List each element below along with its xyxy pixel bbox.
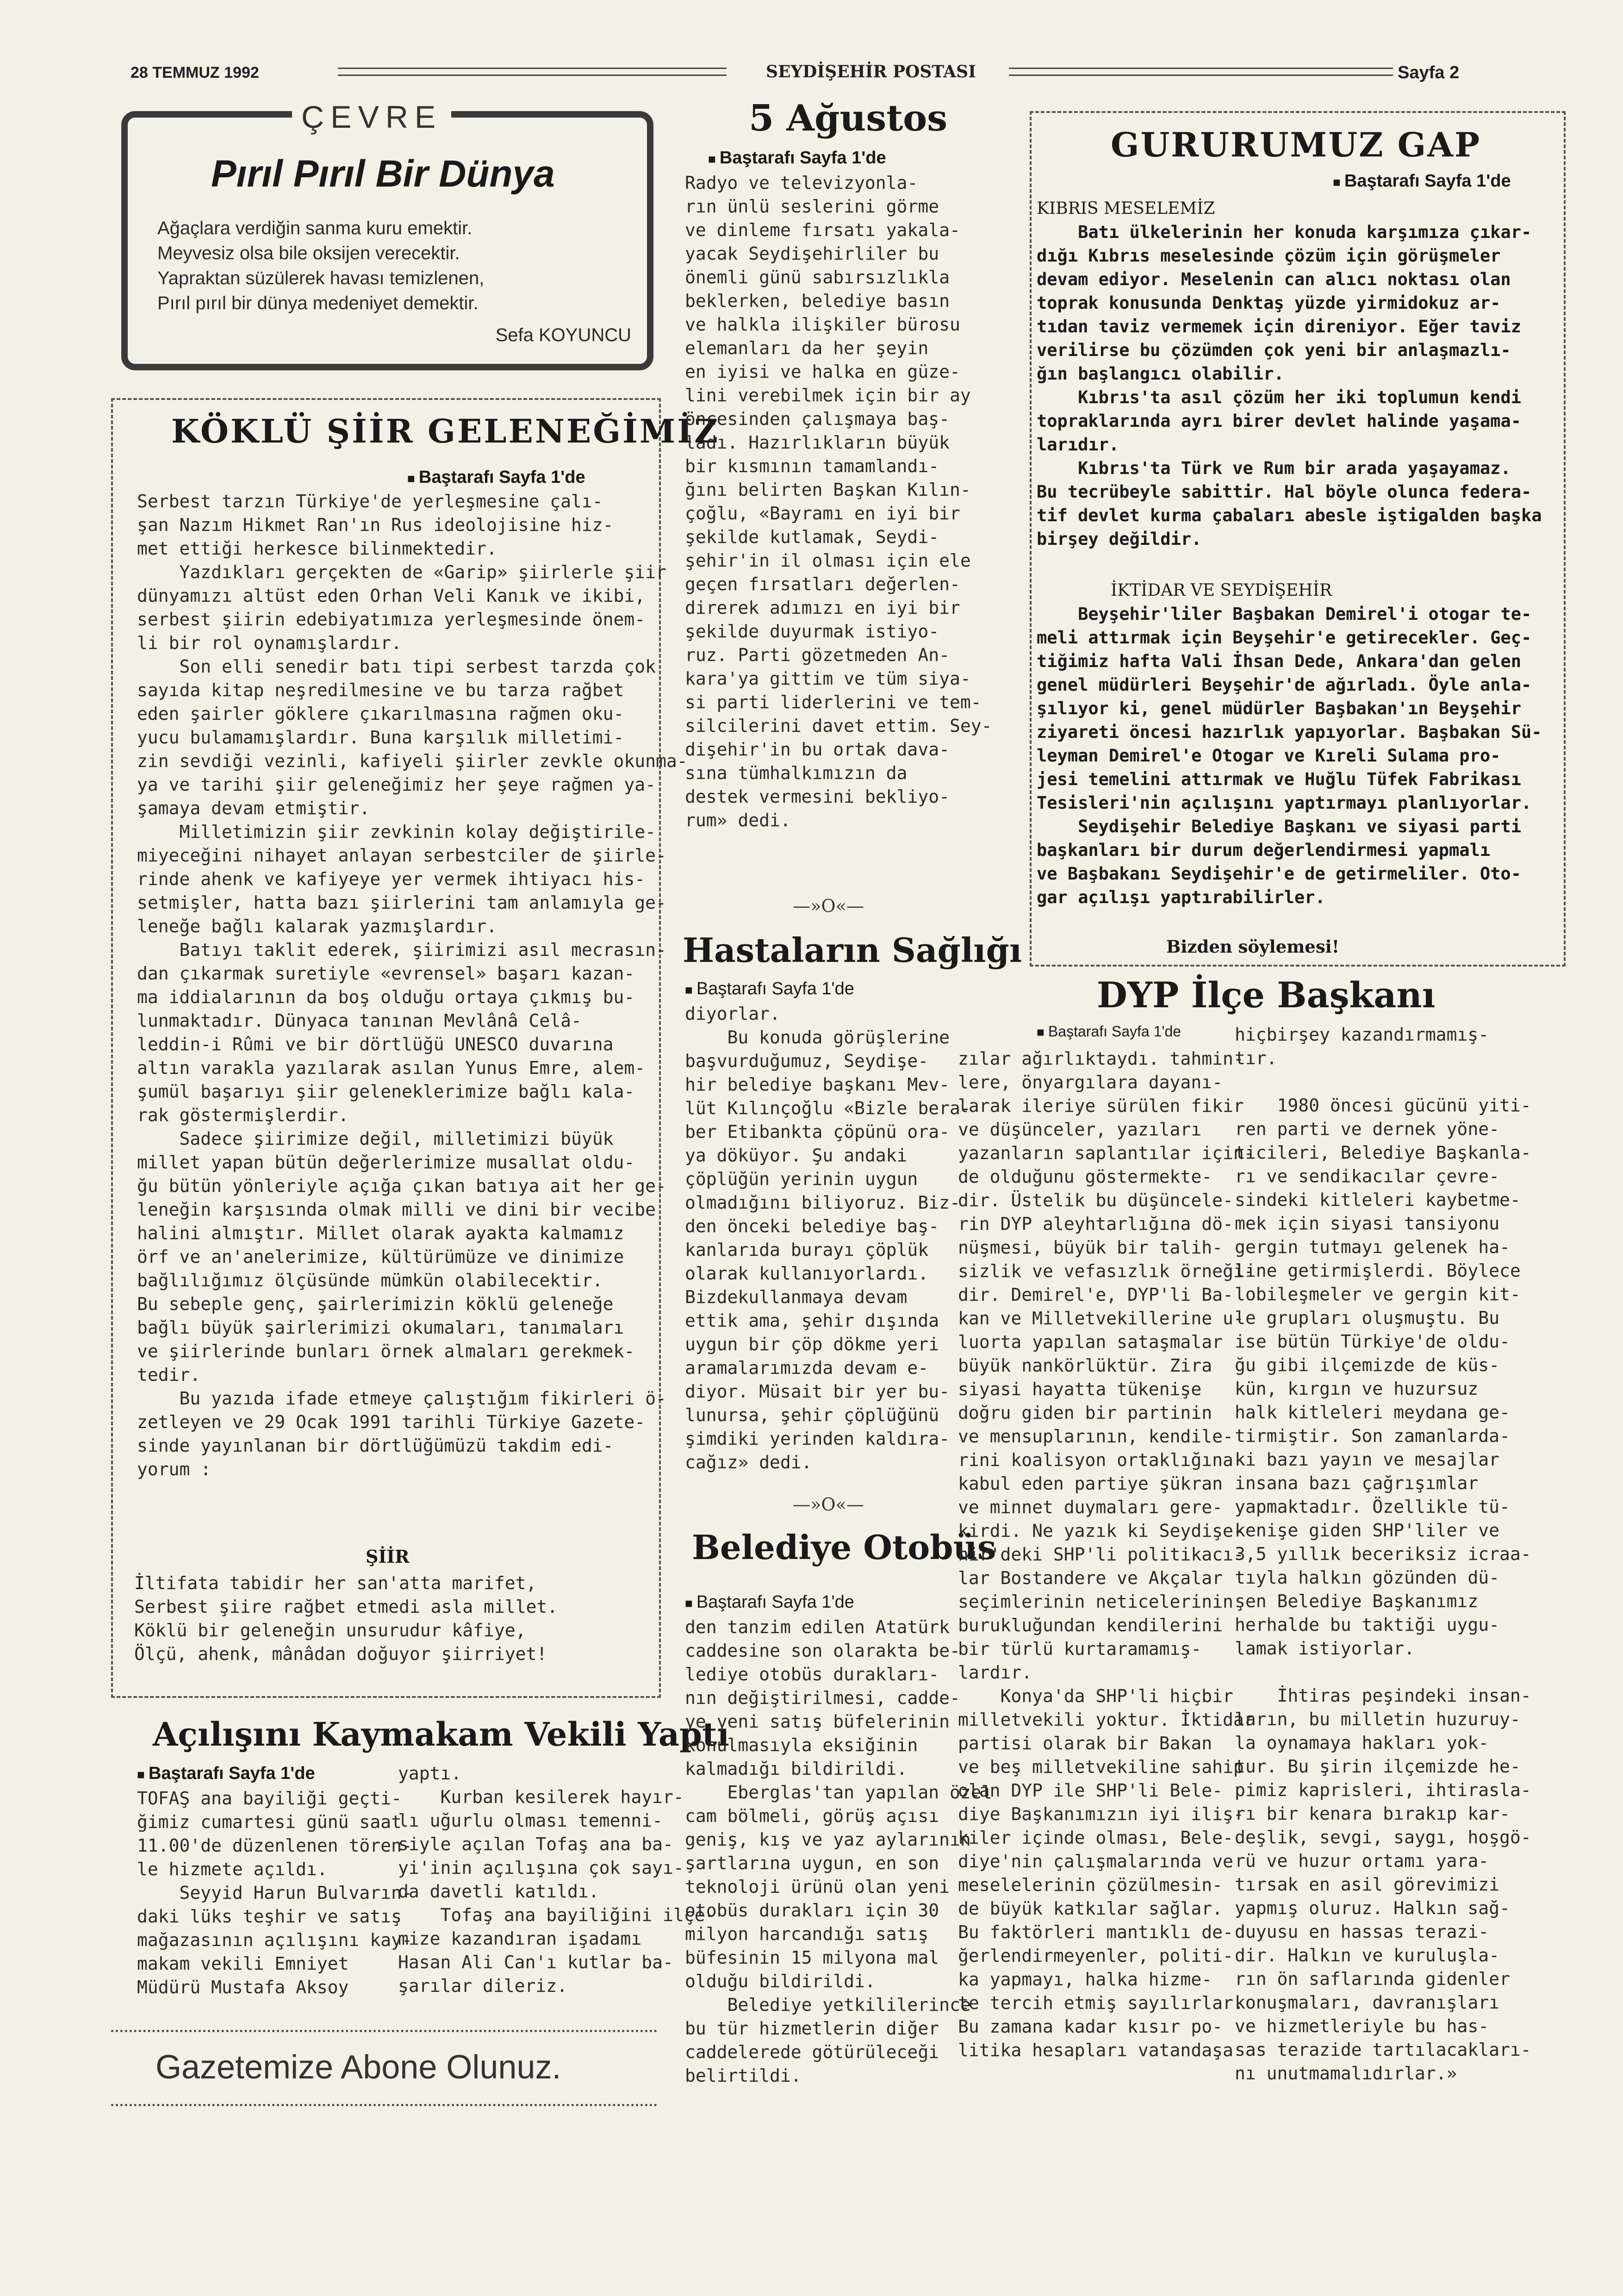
header-rule-left <box>338 68 727 76</box>
agustos-separator: —»O«— <box>793 896 864 916</box>
otobus-lead: ■ Baştarafı Sayfa 1'de <box>685 1592 854 1612</box>
dyp-lead: ■ Baştarafı Sayfa 1'de <box>1037 1023 1181 1040</box>
gap-title: GURURUMUZ GAP <box>1111 125 1481 164</box>
dyp-col1: zılar ağırlıktaydı. tahmin- lere, önyargılara dayanı- larak ileriye sürülen fikir ve düşünceler, yazıları yazanların saplantılar için- de olduğunu göstermekte- dir. Üstelik bu düşüncele- rin DYP aleyhtarlığına dö- nüşmesi, büyük bir talih- sizlik ve vefasızlık örneği- dir. Demirel'e, DYP'li Ba- kan ve Milletvekillerine u- luorta yapılan sataşmalar büyük nankörlüktür. Zira siyasi hayatta tükenişe doğru giden bir partinin ve mensuplarının, kendile- rini koalisyon ortaklığına kabul eden partiye şükran ve minnet duymaları gere- kirdi. Ne yazık ki Seydişe- hir'deki SHP'li politikacı- lar Bostandere ve Akçalar seçimlerinin neticelerinin burukluğundan kendilerini bir türlü kurtaramamış- lardır. Konya'da SHP'li hiçbir milletvekili yoktur. İktidar partisi olarak bir Bakan ve beş milletvekiline sahip olan DYP ile SHP'li Bele- diye Başkanımızın iyi iliş- kiler içinde olması, Bele- diye'nin çalışmalarında ve meselelerinin çözülmesin- de büyük katkılar sağlar. Bu faktörleri mantıklı de- ğerlendirmeyenler, politi- ka yapmayı, halka hizme- te tercih etmiş sayılırlar. Bu zamana kadar kısır po- litika hesapları vatandaşa <box>958 1048 1255 2060</box>
kaymakam-col2: yaptı. Kurban kesilerek hayır- lı uğurlu olması temenni- siyle açılan Tofaş ana ba- yi'inin açılışına çok sayı- da davetli katıldı. Tofaş ana bayiliğini ilçe- mize kazandıran işadamı Hasan Ali Can'ı kutlar ba- şarılar dileriz. <box>398 1763 716 1996</box>
cevre-title: Pırıl Pırıl Bir Dünya <box>211 153 555 195</box>
gap-closing: Bizden söylemesi! <box>1166 936 1339 957</box>
hastalarin-lead: ■ Baştarafı Sayfa 1'de <box>685 979 854 999</box>
header-page-number: Sayfa 2 <box>1398 63 1460 82</box>
cevre-poem: Ağaçlara verdiğin sanma kuru emektir. Meyvesiz olsa bile oksijen verecektir. Yapraktan süzülerek havası temizlenen, Pırıl pırıl bir dünya medeniyet demektir. <box>157 218 485 313</box>
gap-lead: ■ Baştarafı Sayfa 1'de <box>1333 171 1511 191</box>
header-rule-right <box>1009 68 1393 76</box>
siir-poem-title: ŞİİR <box>366 1546 410 1567</box>
kaymakam-title: Açılışını Kaymakam Vekili Yaptı <box>153 1715 729 1753</box>
gap-body-kibris: Batı ülkelerinin her konuda karşımıza çıkar- dığı Kıbrıs meselesinde çözüm için görüşmeler devam ediyor. Meselenin can alıcı noktası olan toprak konusunda Denktaş yüzde yirmidokuz ar- tıdan taviz vermemek için direniyor. Eğer taviz verilirse bu çözümden çok yeni bir anlaşmazlı- ğın başlangıcı olabilir. Kıbrıs'ta asıl çözüm her iki toplumun kendi topraklarında ayrı birer devlet halinde yaşama- larıdır. Kıbrıs'ta Türk ve Rum bir arada yaşayamaz. Bu tecrübeyle sabittir. Hal böyle olunca federa- tif devlet kurma çabaları abesle iştigalden başka birşey değildir. <box>1037 222 1542 549</box>
siir-body: Serbest tarzın Türkiye'de yerleşmesine çalı- şan Nazım Hikmet Ran'ın Rus ideolojisine hiz- met ettiği herkesce bilinmektedir. Yazdıkları gerçekten de «Garip» şiirlerle şiir dünyamızı altüst eden Orhan Veli Kanık ve ikibi, serbest şiirin edebiyatımıza yerleşmesinde önem- li bir rol oynamışlardır. Son elli senedir batı tipi serbest tarzda çok sayıda kitap neşredilmesine ve bu tarza rağbet eden şairler göklere çıkarılmasına rağmen oku- yucu bulamamışlardır. Buna karşılık milletimi- zin sevdiği vezinli, kafiyeli şiirler zevkle okunma- ya ve tarihi şiir geleneğimiz her şeye rağmen ya- şamaya devam etmiştir. Milletimizin şiir zevkinin kolay değiştirile- miyeceğini nihayet anlayan serbestciler de şiirle- rinde ahenk ve kafiyeye yer vermek ihtiyacı his- setmişler, hatta bazı şiirlerini tam anlamıyla ge- leneğe bağlı kalarak yazmışlardır. Batıyı taklit ederek, şiirimizi asıl mecrasın- dan çıkarmak suretiyle «evrensel» başarı kazan- ma iddialarının da boş olduğu ortaya çıkmış bu- lunmaktadır. Dünyaca tanınan Mevlânâ Celâ- leddin-i Rûmi ve bir dörtlüğü UNESCO duvarına altın varakla yazılarak asılan Yunus Emre, alem- şumül başarıyı şiir geleneklerimize bağlı kala- rak göstermişlerdir. Sadece şiirimize değil, milletimizi büyük millet yapan bütün değerlerimize musallat oldu- ğu bütün yönleriyle açığa çıkan batıya ait her ge- leneğin karşısında olmak milli ve dini bir vecibe halini almıştır. Millet olarak ayakta kalmamız örf ve an'anelerimize, kültürümüze ve dinimize bağlılığımız ölçüsünde mümkün olabilecektir. Bu sebeple genç, şairlerimizin köklü geleneğe bağlı büyük şairlerimizi okumaları, tanımaları ve şiirlerinde bunları örnek almaları gerekmek- tedir. Bu yazıda ifade etmeye çalıştığım fikirleri ö- zetleyen ve 29 Ocak 1991 tarihli Türkiye Gazete- sinde yayınlanan bir dörtlüğümüzü takdim edi- yorum : <box>137 491 688 1479</box>
hastalarin-title: Hastaların Sağlığı <box>683 930 1022 970</box>
gap-subhead-kibris: KIBRIS MESELEMİZ <box>1037 199 1215 218</box>
dyp-col2: hiçbirşey kazandırmamış- tır. 1980 öncesi gücünü yiti- ren parti ve dernek yöne- ticileri, Belediye Başkanla- rı ve sendikacılar çevre- sindeki kitleleri kaybetme- mek için siyasi tansiyonu gergin tutmayı gelenek ha- line getirmişlerdi. Böylece lobileşmeler ve gergin kit- le grupları oluşmuştu. Bu ise bütün Türkiye'de oldu- ğu gibi ilçemizde de küs- kün, kırgın ve huzursuz halk kitleleri meydana ge- tirmiştir. Son zamanlarda- ki bazı yayın ve mesajlar insana bazı çağrışımlar yapmaktadır. Özellikle tü- kenişe giden SHP'liler ve 3,5 yıllık beceriksiz icraa- tıyla halkın gözünden dü- şen Belediye Başkanımız herhalde bu taktiği uygu- lamak istiyorlar. İhtiras peşindeki insan- ların, bu milletin huzuruy- la oynamaya hakları yok- tur. Bu şirin ilçemizde he- pimiz kaprisleri, ihtirasla- rı bir kenara bırakıp kar- deşlik, sevgi, saygı, hoşgö- rü ve huzur ortamı yara- tırsak en asil görevimizi yapmış oluruz. Halkın sağ- duyusu en hassas terazi- dir. Halkın ve kuruluşla- rın ön saflarında gidenler konuşmaları, davranışları ve hizmetleriyle bu has- sas terazide tartılacakları- nı unutmamalıdırlar.» <box>1235 1024 1531 2084</box>
cevre-section-label: ÇEVRE <box>292 99 451 135</box>
gap-subhead-iktidar: İKTİDAR VE SEYDİŞEHİR <box>1111 581 1332 600</box>
header-paper-name: SEYDİŞEHİR POSTASI <box>766 62 976 81</box>
hastalarin-separator: —»O«— <box>793 1494 864 1515</box>
siir-poem: İltifata tabidir her san'atta marifet, Serbest şiire rağbet etmedi asla millet. Köklü bir geleneğin unsurudur kâfiye, Ölçü, ahenk, mânâdan doğuyor şiirriyet! <box>134 1573 558 1664</box>
agustos-body: Radyo ve televizyonla- rın ünlü seslerini görme ve dinleme fırsatı yakala- yacak Seydişehirliler bu önemli günü sabırsızlıkla beklerken, belediye basın ve halkla ilişkiler bürosu elemanları da her şeyin en iyisi ve halka en güze- lini verebilmek için bir ay öncesinden çalışmaya baş- ladı. Hazırlıkların büyük bir kısmının tamamlandı- ğını belirten Başkan Kılın- çoğlu, «Bayramı en iyi bir şekilde kutlamak, Seydi- şehir'in il olması için ele geçen fırsatları değerlen- direrek adımızı en iyi bir şekilde duyurmak istiyo- ruz. Parti gözetmeden An- kara'ya gittim ve tüm siya- si parti liderlerini ve tem- silcilerini davet ettim. Sey- dişehir'in bu ortak dava- sına tümhalkımızın da destek vermesini bekliyo- rum» dedi. <box>685 173 992 830</box>
header-date: 28 TEMMUZ 1992 <box>131 64 259 81</box>
hastalarin-body: diyorlar. Bu konuda görüşlerine başvurduğumuz, Seydişe- hir belediye başkanı Mev- lüt Kılınçoğlu «Bizle bera- ber Etibankta çöpünü ora- ya döküyor. Şu andaki çöplüğün yerinin uygun olmadığını biliyoruz. Biz- den önceki belediye baş- kanlarıda burayı çöplük olarak kullanıyorlardı. Bizdekullanmaya devam ettik ama, şehir dışında uygun bir çöp dökme yeri aramalarımızda devam e- diyor. Müsait bir yer bu- lunursa, şehir çöplüğünü şimdiki yerinden kaldıra- cağız» dedi. <box>685 1004 971 1472</box>
siir-title: KÖKLÜ ŞİİR GELENEĞİMİZ <box>171 412 720 450</box>
kaymakam-col1: TOFAŞ ana bayiliği geçti- ğimiz cumartesi günü saat 11.00'de düzenlenen tören- le hizmete açıldı. Seyyid Harun Bulvarın- daki lüks teşhir ve satış mağazasının açılışını kay- makam vekili Emniyet Müdürü Mustafa Aksoy <box>137 1788 412 1997</box>
kaymakam-divider <box>111 2030 657 2032</box>
kaymakam-lead: ■ Baştarafı Sayfa 1'de <box>137 1764 315 1784</box>
abone-divider <box>111 2104 657 2106</box>
dyp-title: DYP İlçe Başkanı <box>1097 974 1436 1016</box>
cevre-box <box>121 100 653 370</box>
otobus-title: Belediye Otobüs <box>692 1528 996 1567</box>
cevre-author: Sefa KOYUNCU <box>495 325 631 345</box>
otobus-body: den tanzim edilen Atatürk caddesine son olarakta be- lediye otobüs durakları- nın değiştirilmesi, cadde- ye yeni satış büfelerinin konulmasıyla eksiğinin kalmadığı bildirildi. Eberglas'tan yapılan özel cam bölmeli, görüş açısı geniş, kış ve yaz aylarının şartlarına uygun, en son teknoloji ürünü olan yeni otobüs durakları için 30 milyon harcandığı satış büfesinin 15 milyona mal olduğu bildirildi. Belediye yetkililerince bu tür hizmetlerin diğer caddelerede götürüleceği belirtildi. <box>685 1617 992 2086</box>
agustos-lead: ■ Baştarafı Sayfa 1'de <box>708 148 886 168</box>
agustos-title: 5 Ağustos <box>749 97 948 139</box>
gap-body-iktidar: Beyşehir'liler Başbakan Demirel'i otogar te- meli attırmak için Beyşehir'e getirecekler. Geç- tiğimiz hafta Vali İhsan Dede, Ankara'dan gelen genel müdürleri Beyşehir'de ağırladı. Öyle anla- şılıyor ki, genel müdürler Başbakan'ın Beyşehir ziyareti öncesi hazırlık yapıyorlar. Başbakan Sü- leyman Demirel'e Otogar ve Kıreli Sulama pro- jesi temelini attırmak ve Huğlu Tüfek Fabrikası Tesisleri'nin açılışını yaptırmayı planlıyorlar. Seydişehir Belediye Başkanı ve siyasi parti başkanları bir durum değerlendirmesi yapmalı ve Başbakanı Seydişehir'e de getirmeliler. Oto- gar açılışı yaptırabilirler. <box>1037 604 1542 907</box>
abone-slogan: Gazetemize Abone Olunuz. <box>155 2049 561 2086</box>
siir-lead: ■ Baştarafı Sayfa 1'de <box>407 468 585 487</box>
